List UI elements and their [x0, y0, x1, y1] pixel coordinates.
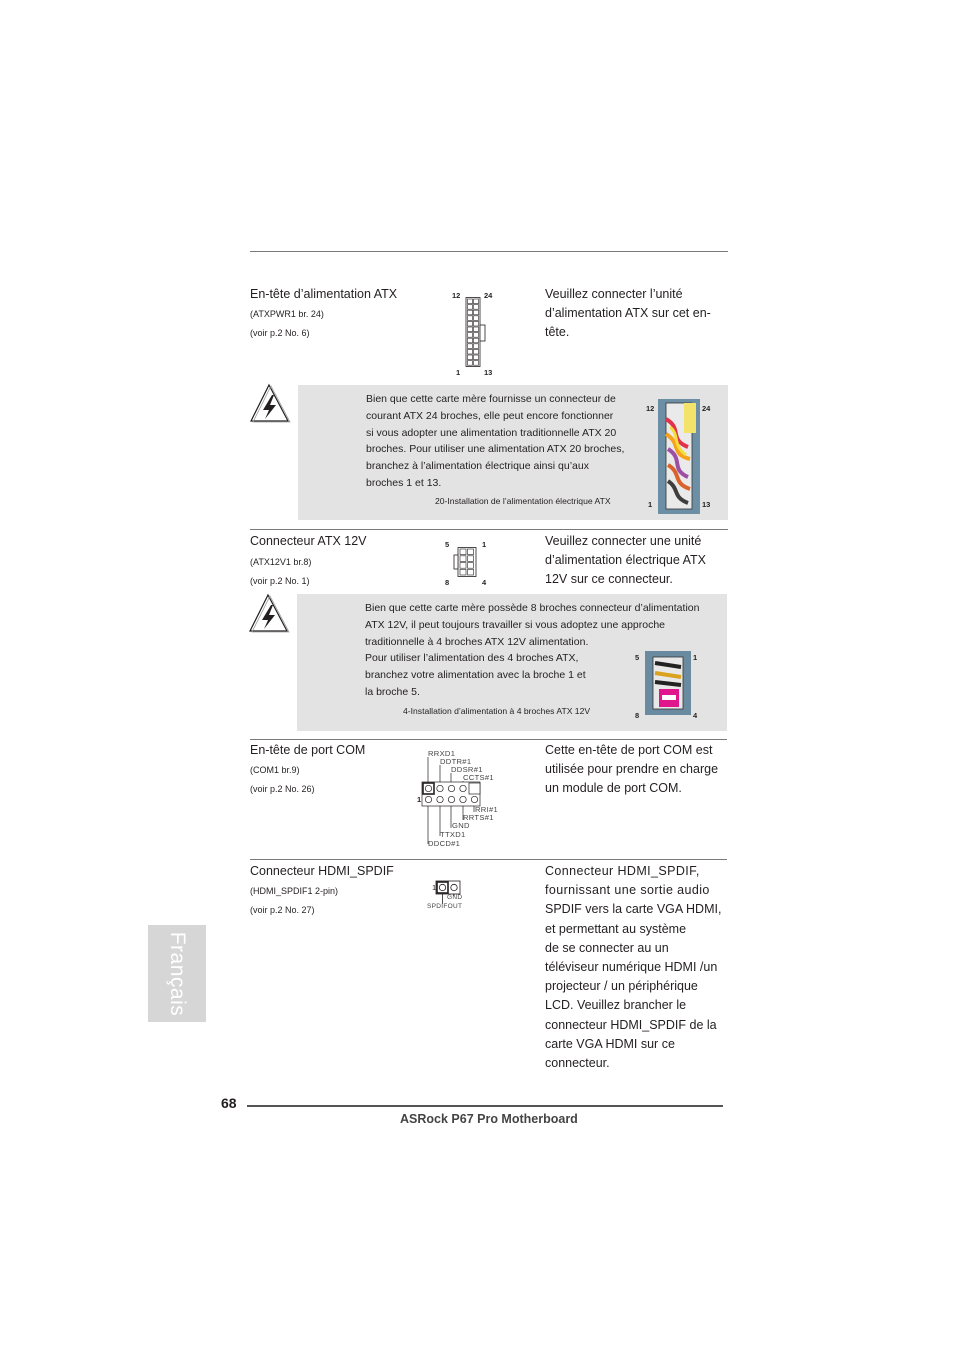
section-sub2-atx: (voir p.2 No. 6) — [250, 328, 310, 338]
pin-label-24: 24 — [484, 291, 493, 300]
desc-line: projecteur / un périphérique — [545, 979, 698, 994]
desc-line: de se connecter au un — [545, 940, 669, 955]
desc-line: fournissant une sortie audio — [545, 883, 710, 898]
section-rule-hdmi — [250, 859, 727, 860]
page-number: 68 — [221, 1095, 237, 1111]
atx24-connector-diagram — [452, 290, 500, 378]
note-caption-atx: 20-Installation de l’alimentation électrique ATX — [435, 496, 611, 506]
note-line: branchez à l’alimentation électrique ainsi qu’aux — [366, 460, 589, 473]
section-sub1-atx12v: (ATX12V1 br.8) — [250, 557, 312, 567]
note-line: Bien que cette carte mère fournisse un connecteur de — [366, 393, 616, 405]
pin-label-ddcd1: DDCD#1 — [428, 839, 461, 848]
section-sub2-atx12v: (voir p.2 No. 1) — [250, 576, 310, 586]
desc-line: LCD. Veuillez brancher le — [545, 998, 687, 1013]
note-line: si vous adopter une alimentation traditionnelle ATX 20 — [366, 426, 617, 439]
pin-label-12: 12 — [452, 291, 461, 300]
warning-triangle-icon — [248, 592, 290, 639]
pin-label-ddtr1: DDTR#1 — [440, 757, 472, 766]
pin-label-gnd: GND — [452, 821, 470, 830]
photo-pin-13: 13 — [702, 500, 711, 509]
desc-line: Veuillez connecter l’unité — [545, 287, 683, 301]
pin-label-rrxd1: RRXD1 — [428, 749, 456, 758]
pin-label-spdifout: SPDIFOUT — [427, 903, 463, 910]
desc-line: Connecteur HDMI_SPDIF, — [545, 864, 700, 878]
note-line: branchez votre alimentation avec la broche 1 et — [365, 669, 586, 682]
pin-label-8: 8 — [445, 578, 450, 587]
desc-line: téléviseur numérique HDMI /un — [545, 960, 718, 975]
footer-product-name: ASRock P67 Pro Motherboard — [400, 1112, 578, 1126]
desc-line: utilisée pour prendre en charge — [545, 762, 719, 777]
pin-label-13: 13 — [484, 368, 493, 377]
desc-line: d’alimentation électrique ATX — [545, 553, 706, 568]
pin-label-rri1: RRI#1 — [475, 805, 499, 814]
section-title-hdmi: Connecteur HDMI_SPDIF — [250, 864, 394, 878]
note-line: Bien que cette carte mère possède 8 broches connecteur d’alimentation — [365, 602, 700, 614]
note-line: ATX 12V, il peut toujours travailler si vous adoptez une approche — [365, 618, 666, 631]
desc-line: et permettant au système — [545, 921, 687, 936]
section-rule-atx12v — [250, 529, 728, 530]
desc-line: 12V sur ce connecteur. — [545, 572, 673, 587]
desc-line: SPDIF vers la carte VGA HDMI, — [545, 902, 722, 917]
section-sub1-hdmi: (HDMI_SPDIF1 2-pin) — [250, 886, 339, 896]
section-sub1-com: (COM1 br.9) — [250, 765, 300, 775]
footer-rule — [247, 1105, 723, 1107]
note-line: traditionnelle à 4 broches ATX 12V alimentation. — [365, 635, 589, 648]
desc-line: un module de port COM. — [545, 781, 682, 796]
section-desc-hdmi — [545, 862, 727, 1073]
note-line: la broche 5. — [365, 685, 420, 698]
desc-line: Cette en-tête de port COM est — [545, 743, 713, 757]
pin-label-1: 1 — [456, 368, 461, 377]
pin-label-ttxd1: TTXD1 — [440, 830, 466, 839]
pin-label-1: 1 — [417, 795, 422, 804]
section-sub2-com: (voir p.2 No. 26) — [250, 784, 315, 794]
note-line: broches. Pour utiliser une alimentation ATX 20 broches, — [366, 443, 625, 456]
pin-label-1: 1 — [432, 883, 437, 892]
desc-line: d’alimentation ATX sur cet en- — [545, 306, 711, 321]
section-desc-com — [545, 741, 718, 799]
hdmi-spdif-header-diagram — [425, 878, 475, 914]
photo-pin-4: 4 — [693, 711, 698, 720]
language-tab — [148, 925, 206, 1022]
note-line: courant ATX 24 broches, elle peut encore fonctionner — [366, 409, 614, 422]
section-desc-atx12v — [545, 532, 706, 590]
atx12v-connector-diagram — [444, 538, 494, 588]
note-caption-atx12v: 4-Installation d’alimentation à 4 broches ATX 12V — [403, 706, 591, 716]
language-tab-label: Français — [166, 931, 189, 1016]
pin-label-gnd: GND — [447, 894, 463, 901]
photo-pin-8: 8 — [635, 711, 640, 720]
desc-line: Veuillez connecter une unité — [545, 534, 702, 548]
pin-label-ddsr1: DDSR#1 — [451, 765, 483, 774]
com-port-header-diagram — [415, 746, 505, 850]
atx-installation-photo — [658, 399, 700, 519]
header-rule — [250, 251, 728, 252]
photo-pin-1: 1 — [693, 653, 698, 662]
atx12v-installation-photo — [645, 651, 691, 720]
desc-line: connecteur. — [545, 1056, 610, 1071]
pin-label-ccts1: CCTS#1 — [463, 773, 494, 782]
note-line: broches 1 et 13. — [366, 476, 442, 489]
section-title-atx12v: Connecteur ATX 12V — [250, 534, 367, 548]
section-sub2-hdmi: (voir p.2 No. 27) — [250, 905, 315, 915]
section-title-atx: En-tête d’alimentation ATX — [250, 287, 398, 301]
note-text-atx — [366, 391, 624, 492]
warning-triangle-icon — [249, 382, 291, 429]
pin-label-4: 4 — [482, 578, 487, 587]
section-sub1-atx: (ATXPWR1 br. 24) — [250, 309, 324, 319]
section-title-com: En-tête de port COM — [250, 743, 366, 757]
section-desc-atx — [545, 285, 711, 343]
photo-pin-5: 5 — [635, 653, 640, 662]
photo-pin-12: 12 — [646, 404, 655, 413]
photo-pin-24: 24 — [702, 404, 711, 413]
photo-pin-1: 1 — [648, 500, 653, 509]
pin-label-rrts1: RRTS#1 — [463, 813, 494, 822]
desc-line: carte VGA HDMI sur ce — [545, 1036, 675, 1051]
desc-line: connecteur HDMI_SPDIF de la — [545, 1017, 717, 1032]
pin-label-5: 5 — [445, 540, 450, 549]
note-line: Pour utiliser l’alimentation des 4 broches ATX, — [365, 652, 579, 665]
section-rule-com — [250, 739, 727, 740]
desc-line: tête. — [545, 325, 570, 340]
pin-label-1: 1 — [482, 540, 487, 549]
